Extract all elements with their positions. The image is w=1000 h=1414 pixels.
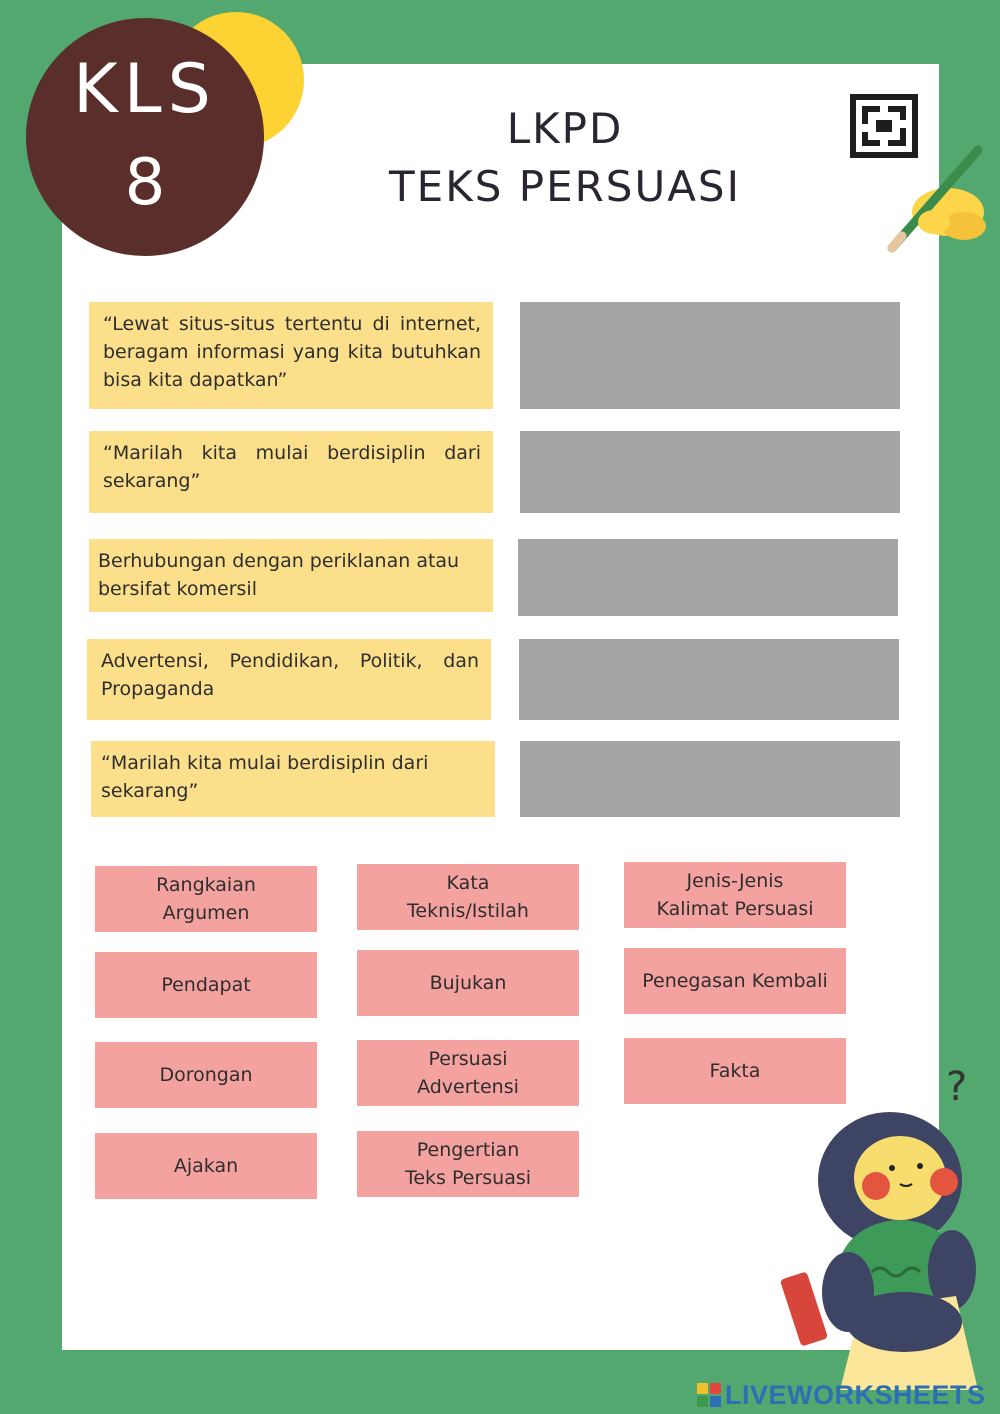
liveworksheets-logo-icon — [697, 1383, 721, 1407]
option-bujukan[interactable]: Bujukan — [357, 950, 579, 1016]
answer-drop-zone-1[interactable] — [520, 302, 900, 409]
option-persuasi-advertensi[interactable]: Persuasi Advertensi — [357, 1040, 579, 1106]
option-kata-teknis-istilah[interactable]: Kata Teknis/Istilah — [357, 864, 579, 930]
question-text: “Marilah kita mulai berdisiplin dari sekarang” — [101, 752, 429, 802]
question-card-5 — [91, 741, 495, 817]
option-ajakan[interactable]: Ajakan — [95, 1133, 317, 1199]
option-penegasan-kembali[interactable]: Penegasan Kembali — [624, 948, 846, 1014]
question-card-2 — [89, 431, 493, 513]
answer-drop-zone-4[interactable] — [519, 639, 899, 720]
hand-pencil-icon — [884, 140, 994, 258]
option-dorongan[interactable]: Dorongan — [95, 1042, 317, 1108]
option-pengertian-teks-persuasi[interactable]: Pengertian Teks Persuasi — [357, 1131, 579, 1197]
class-badge-label: KLS — [73, 50, 217, 129]
svg-text:?: ? — [946, 1064, 968, 1110]
sloth-illustration-icon — [780, 1060, 1000, 1390]
class-badge-number: 8 — [124, 146, 166, 220]
option-pendapat[interactable]: Pendapat — [95, 952, 317, 1018]
question-card-3 — [89, 539, 493, 612]
title-line-1: LKPD — [506, 104, 624, 153]
class-badge — [26, 18, 264, 256]
answer-drop-zone-2[interactable] — [520, 431, 900, 513]
question-text: Advertensi, Pendidikan, Politik, dan Propaganda — [101, 650, 479, 700]
question-text: “Marilah kita mulai berdisiplin dari sekarang” — [103, 442, 481, 492]
question-text: Berhubungan dengan periklanan atau bersifat komersil — [98, 550, 460, 600]
page-title — [330, 100, 800, 216]
brand-name: LIVEWORKSHEETS — [725, 1379, 986, 1410]
answer-drop-zone-5[interactable] — [520, 741, 900, 817]
question-card-1 — [89, 302, 493, 409]
title-line-2: TEKS PERSUASI — [389, 162, 741, 211]
question-card-4 — [87, 639, 491, 720]
answer-drop-zone-3[interactable] — [518, 539, 898, 616]
question-text: “Lewat situs-situs tertentu di internet, beragam informasi yang kita butuhkan bisa kita dapatkan” — [103, 313, 481, 391]
option-rangkaian-argumen[interactable]: Rangkaian Argumen — [95, 866, 317, 932]
footer-brand — [697, 1380, 986, 1410]
option-fakta[interactable]: Fakta — [624, 1038, 846, 1104]
option-jenis-jenis-kalimat-persuasi[interactable]: Jenis-Jenis Kalimat Persuasi — [624, 862, 846, 928]
